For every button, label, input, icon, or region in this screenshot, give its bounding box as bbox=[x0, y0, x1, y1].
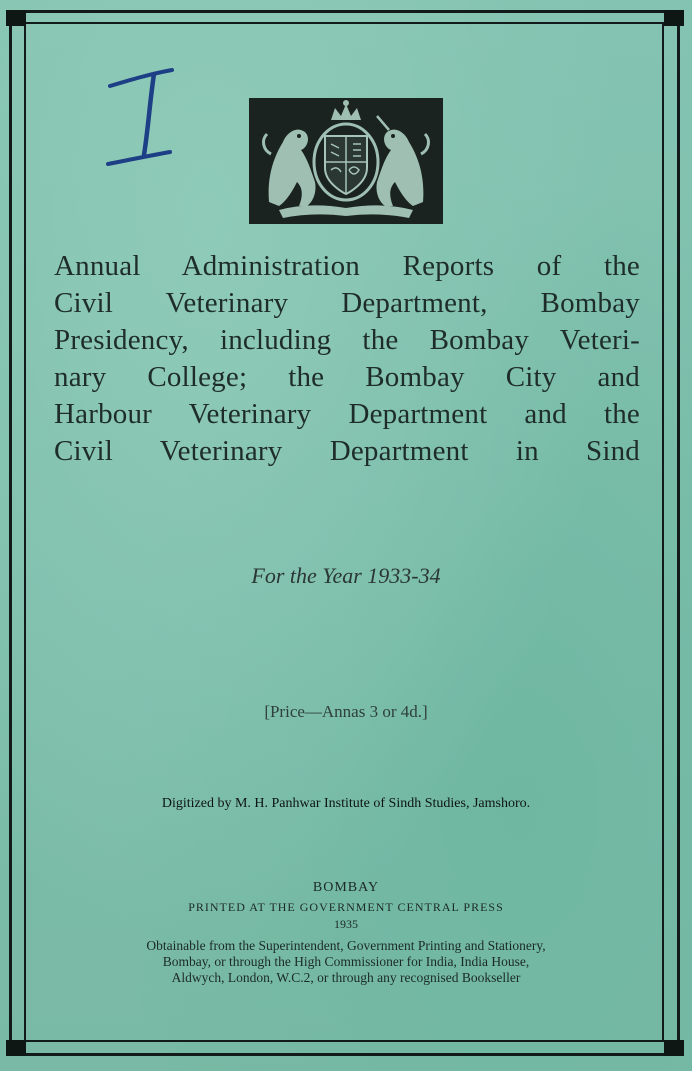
imprint-year: 1935 bbox=[334, 917, 358, 931]
obtainable-line: Bombay, or through the High Commissioner for India, India House, bbox=[162, 954, 530, 969]
report-year: For the Year 1933-34 bbox=[251, 563, 441, 588]
corner-top-right bbox=[664, 10, 684, 26]
corner-bottom-right bbox=[664, 1040, 684, 1056]
corner-top-left bbox=[6, 10, 26, 26]
title-line: Civil Veterinary Department in Sind bbox=[54, 435, 640, 467]
title-line: nary College; the Bombay City and bbox=[54, 361, 640, 393]
title-line: Harbour Veterinary Department and the bbox=[54, 398, 640, 430]
obtainable-line: Obtainable from the Superintendent, Government Printing and Stationery, bbox=[146, 938, 546, 953]
corner-bottom-left bbox=[6, 1040, 26, 1056]
price-note: [Price—Annas 3 or 4d.] bbox=[264, 702, 428, 721]
title-line: Presidency, including the Bombay Veteri- bbox=[54, 324, 640, 356]
title-line: Civil Veterinary Department, Bombay bbox=[54, 287, 640, 319]
handwritten-numeral bbox=[100, 60, 190, 180]
report-title bbox=[54, 248, 640, 470]
obtainable-line: Aldwych, London, W.C.2, or through any recognised Bookseller bbox=[171, 970, 521, 985]
border-bottom-outer bbox=[8, 1053, 684, 1056]
border-top-outer bbox=[8, 10, 684, 13]
imprint-press: PRINTED AT THE GOVERNMENT CENTRAL PRESS bbox=[188, 900, 504, 914]
title-line: Annual Administration Reports of the bbox=[54, 250, 640, 282]
printer-imprint bbox=[0, 880, 692, 986]
digitization-notice: Digitized by M. H. Panhwar Institute of Sindh Studies, Jamshoro. bbox=[161, 796, 531, 811]
royal-coat-of-arms bbox=[249, 98, 443, 224]
imprint-city: BOMBAY bbox=[312, 880, 380, 895]
border-bottom-inner bbox=[8, 1040, 684, 1042]
obtainable-note bbox=[0, 938, 692, 986]
border-top-inner bbox=[8, 22, 684, 24]
